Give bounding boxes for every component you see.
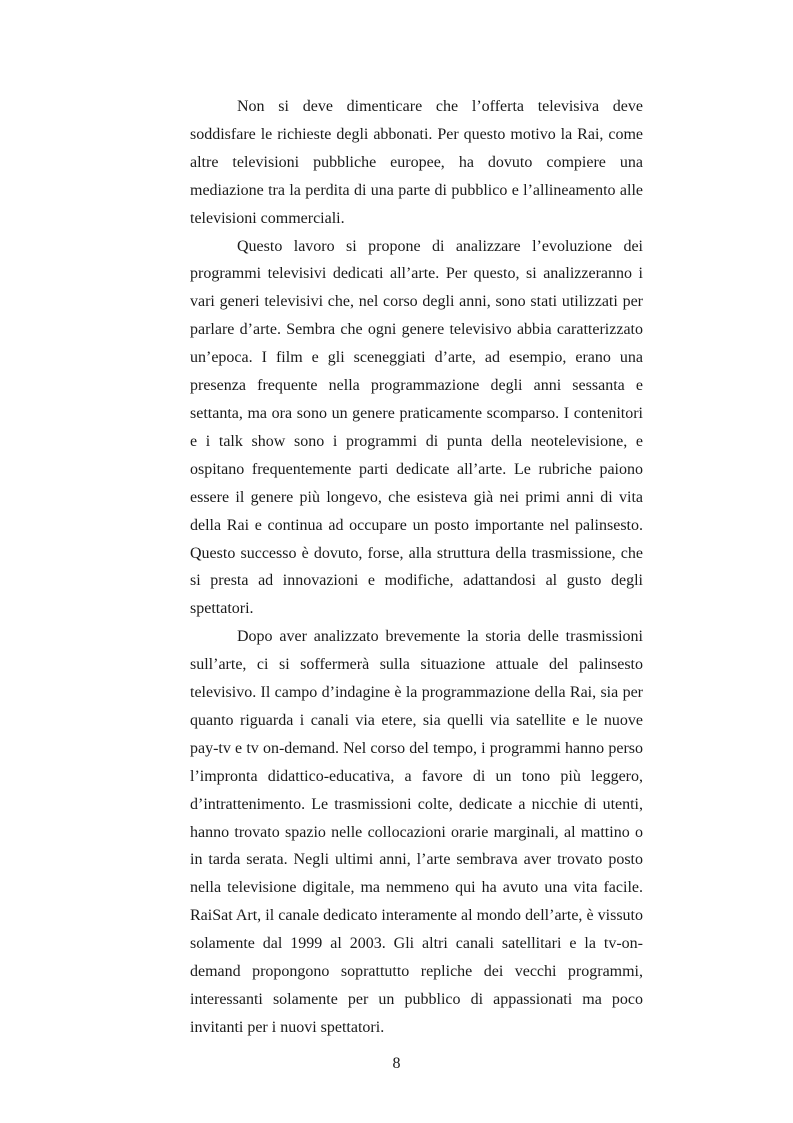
paragraph-1: Non si deve dimenticare che l’offerta televisiva deve soddisfare le richieste degli abbonati. Per questo motivo la Rai, come altre televisioni pubbliche europee, ha dovuto compiere una mediazione tra la perdita di una parte di pubblico e l’allineamento alle televisioni commerciali. [190, 98, 643, 227]
paragraph-2: Questo lavoro si propone di analizzare l’evoluzione dei programmi televisivi dedicati all’arte. Per questo, si analizzeranno i vari generi televisivi che, nel corso degli anni, sono stati utilizzati per parlare d’arte. Sembra che ogni genere televisivo abbia caratterizzato un’epoca. I film e gli sceneggiati d’arte, ad esempio, erano una presenza frequente nella programmazione degli anni sessanta e settanta, ma ora sono un genere praticamente scomparso. I contenitori e i talk show sono i programmi di punta della neotelevisione, e ospitano frequentemente parti dedicate all’arte. Le rubriche paiono essere il genere più longevo, che esisteva già nei primi anni di vita della Rai e continua ad occupare un posto importante nel palinsesto. Questo successo è dovuto, forse, alla struttura della trasmissione, che si presta ad innovazioni e modifiche, adattandosi al gusto degli spettatori. [190, 237, 643, 618]
page-number: 8 [392, 1055, 401, 1072]
body-text [190, 93, 643, 1042]
paragraph-3: Dopo aver analizzato brevemente la storia delle trasmissioni sull’arte, ci si soffermerà sulla situazione attuale del palinsesto televisivo. Il campo d’indagine è la programmazione della Rai, sia per quanto riguarda i canali via etere, sia quelli via satellite e le nuove pay-tv e tv on-demand. Nel corso del tempo, i programmi hanno perso l’impronta didattico-educativa, a favore di un tono più leggero, d’intrattenimento. Le trasmissioni colte, dedicate a nicchie di utenti, hanno trovato spazio nelle collocazioni orarie marginali, al mattino o in tarda serata. Negli ultimi anni, l’arte sembrava aver trovato posto nella televisione digitale, ma nemmeno qui ha avuto una vita facile. RaiSat Art, il canale dedicato interamente al mondo dell’arte, è vissuto solamente dal 1999 al 2003. Gli altri canali satellitari e la tv-on-demand propongono soprattutto repliche dei vecchi programmi, interessanti solamente per un pubblico di appassionati ma poco invitanti per i nuovi spettatori. [190, 628, 643, 1036]
